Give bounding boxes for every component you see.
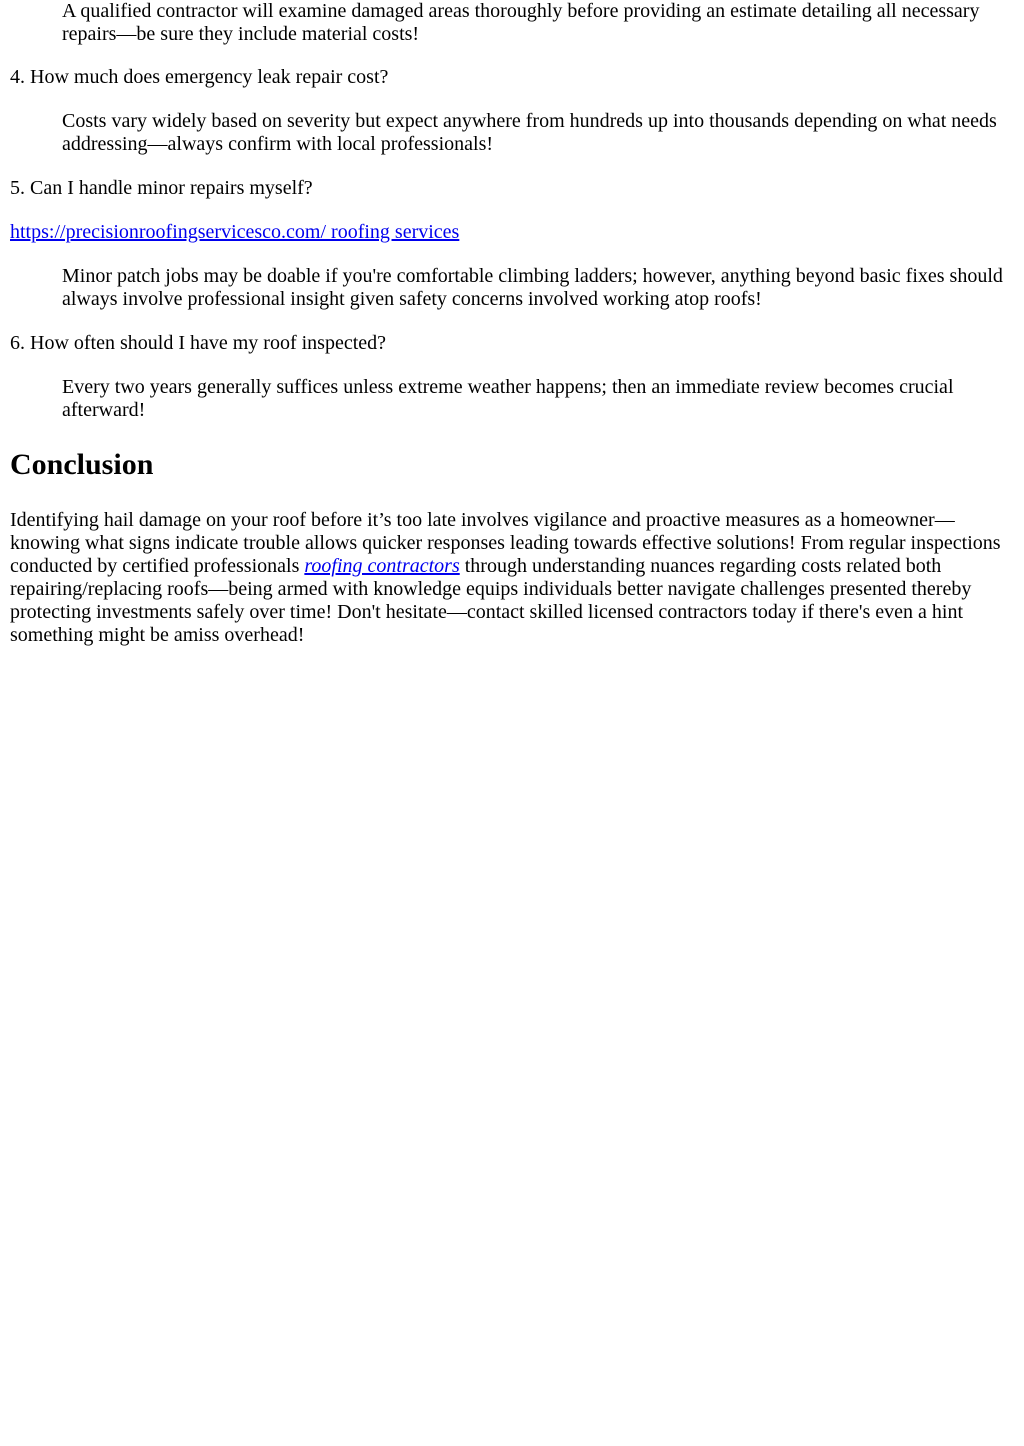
conclusion-heading: Conclusion [10, 448, 154, 481]
faq-answer-5: Minor patch jobs may be doable if you're comfortable climbing ladders; however, anything beyond basic fixes should always involve professional insight given safety concerns involved working atop roofs! [62, 265, 1003, 310]
faq-question-4: 4. How much does emergency leak repair cost? [10, 66, 389, 88]
roofing-services-link[interactable]: https://precisionroofingservicesco.com/ roofing services [10, 221, 460, 243]
faq-answer-4: Costs vary widely based on severity but expect anywhere from hundreds up into thousands depending on what needs addressing—always confirm with local professionals! [62, 110, 997, 155]
faq-question-5: 5. Can I handle minor repairs myself? [10, 177, 313, 199]
faq-answer-6: Every two years generally suffices unless extreme weather happens; then an immediate review becomes crucial afterward! [62, 376, 954, 421]
conclusion-text-start: Identifying hail damage on your roof before it’s too late involves vigilance and proactive measures as a homeowner—knowing what signs indicate trouble allows quicker responses leading towards effective solutions! From regular inspections conducted by certified professionals [10, 509, 1001, 577]
roofing-services-link-line [0, 221, 459, 244]
conclusion-paragraph [0, 509, 1024, 647]
faq-question-6: 6. How often should I have my roof inspected? [10, 332, 387, 354]
conclusion-text-end: through understanding nuances regarding costs related both repairing/replacing roofs—being armed with knowledge equips individuals better navigate challenges presented thereby protecting investments safely over time! Don't hesitate—contact skilled licensed contractors today if there's even a hint something might be amiss overhead! [10, 555, 972, 646]
roofing-contractors-link[interactable]: roofing contractors [304, 555, 460, 577]
faq-answer-3: A qualified contractor will examine damaged areas thoroughly before providing an estimate detailing all necessary repairs—be sure they include material costs! [62, 0, 980, 45]
